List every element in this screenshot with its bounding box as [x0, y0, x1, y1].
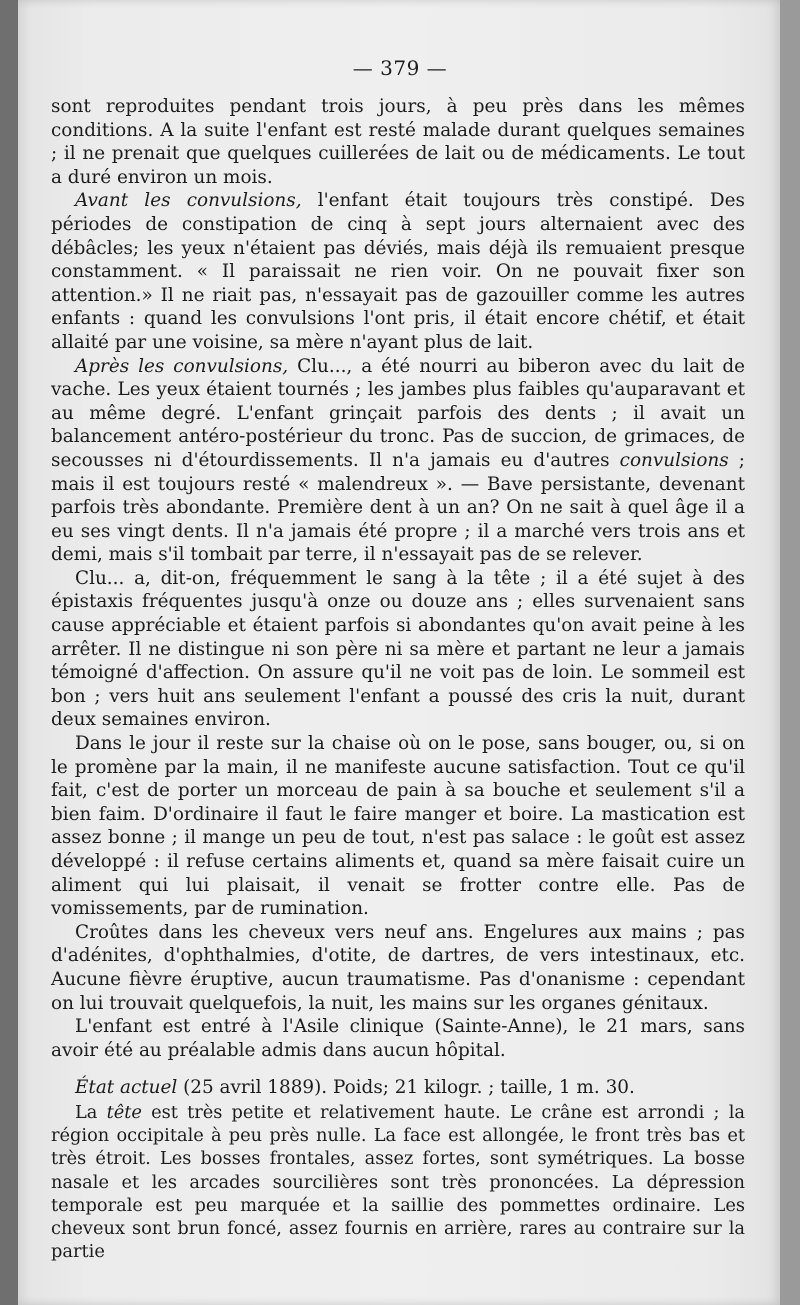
paragraph-lead-italic: État actuel [75, 1077, 178, 1099]
paragraph-head-description [51, 1101, 745, 1263]
paragraph-body: ; mais il est toujours resté « malendreux ». — Bave persistante, devenant parfois très abondante. Première dent à un an? On ne sait à quel âge il a eu ses vingt dents. Il n'a jamais été propre ; il a marché vers trois ans et demi, mais s'il tombait par terre, il n'essayait pas de se relever. [51, 449, 745, 566]
paragraph-admission: L'enfant est entré à l'Asile clinique (Sainte-Anne), le 21 mars, sans avoir été au préalable admis dans aucun hôpital. [51, 1016, 745, 1061]
paragraph-medical-history: Croûtes dans les cheveux vers neuf ans. Engelures aux mains ; pas d'adénites, d'ophthalmies, d'otite, de dartres, de vers intestinaux, etc. Aucune fièvre éruptive, aucun traumatisme. Pas d'onanisme : cependant on lui trouvait quelquefois, la nuit, les mains sur les organes génitaux. [51, 921, 745, 1014]
paragraph-lead-italic: Après les convulsions, [75, 355, 289, 377]
scan-edge [780, 0, 800, 1305]
paragraph-italic-word: convulsions [619, 449, 729, 471]
page-number: — 379 — [352, 56, 448, 80]
paragraph-lead-italic: Avant les convulsions, [75, 190, 302, 212]
paragraph-continuation: sont reproduites pendant trois jours, à peu près dans les mêmes conditions. A la suite l'enfant est resté malade durant quelques semaines ; il ne prenait que quelques cuillerées de lait ou de médicaments. Le tout a duré environ un mois. [51, 96, 745, 188]
scanned-page [18, 0, 782, 1305]
paragraph-lead-italic: tête [106, 1101, 142, 1123]
paragraph-current-state [51, 1076, 745, 1100]
body-text [51, 95, 745, 1263]
paragraph-body: (25 avril 1889). Poids; 21 kilogr. ; taille, 1 m. 30. [177, 1077, 635, 1099]
paragraph-daily-behaviour: Dans le jour il reste sur la chaise où on le pose, sans bouger, ou, si on le promène par la main, il ne manifeste aucune satisfaction. Tout ce qu'il fait, c'est de porter un morceau de pain à sa bouche et seulement s'il a bien faim. D'ordinaire il faut le faire manger et boire. La mastication est assez bonne ; il mange un peu de tout, n'est pas salace : le goût est assez développé : il refuse certains aliments et, quand sa mère faisait cuire un aliment qui lui plaisait, il venait se frotter contre elle. Pas de vomissements, par de rumination. [51, 733, 745, 920]
paragraph-body: l'enfant était toujours très constipé. Des périodes de constipation de cinq à sept jours alternaient avec des débâcles; les yeux n'étaient pas déviés, mais déjà ils remuaient presque constamment. « Il paraissait ne rien voir. On ne pouvait fixer son attention.» Il ne riait pas, n'essayait pas de gazouiller comme les autres enfants : quand les convulsions l'ont pris, il était encore chétif, et était allaité par une voisine, sa mère n'ayant plus de lait. [51, 190, 745, 353]
paragraph-body: Clu..., a été nourri au biberon avec du lait de vache. Les yeux étaient tournés ; les jambes plus faibles qu'auparavant et au même degré. L'enfant grinçait parfois des dents ; il avait un balancement antéro-postérieur du tronc. Pas de succion, de grimaces, de secousses ni d'étourdissements. Il n'a jamais eu d'autres [51, 355, 745, 471]
paragraph-body: La [75, 1101, 107, 1123]
paragraph-epistaxis: Clu... a, dit-on, fréquemment le sang à la tête ; il a été sujet à des épistaxis fréquentes jusqu'à onze ou douze ans ; elles survenaient sans cause appréciable et étaient parfois si abondantes qu'on avait peine à les arrêter. Il ne distingue ni son père ni sa mère et partant ne leur a jamais témoigné d'affection. On assure qu'il ne voit pas de loin. Le sommeil est bon ; vers huit ans seulement l'enfant a poussé des cris la nuit, durant deux semaines environ. [51, 567, 745, 731]
paragraph-after-convulsions [51, 355, 745, 567]
paragraph-body: est très petite et relativement haute. Le crâne est arrondi ; la région occipitale à peu près nulle. La face est allongée, le front très bas et très étroit. Les bosses frontales, assez fortes, sont symétriques. La bosse nasale et les arcades sourcilières sont très prononcées. La dépression temporale est peu marquée et la saillie des pommettes ordinaire. Les cheveux sont brun foncé, assez fournis en arrière, rares au contraire sur la partie [51, 1101, 745, 1263]
paragraph-before-convulsions [51, 189, 745, 354]
